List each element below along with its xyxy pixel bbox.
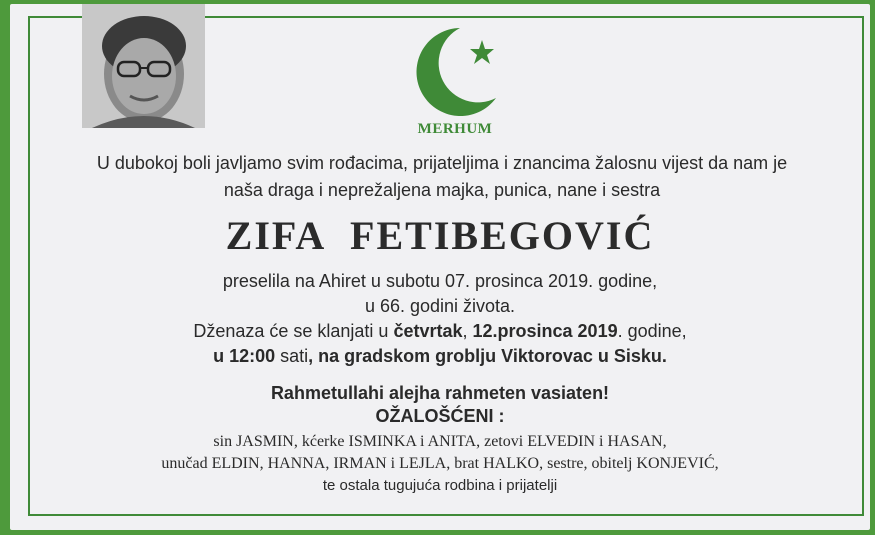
closing-block xyxy=(10,382,870,428)
time-rest: sati xyxy=(275,346,309,366)
intro-line-1: U dubokoj boli javljamo svim rođacima, prijateljima i znancima žalosnu vijest da nam je xyxy=(96,153,788,173)
age-line: u 66. godini života. xyxy=(364,296,516,316)
funeral-time: 12:00 xyxy=(229,346,276,366)
intro-line-2: naša draga i neprežaljena majka, punica, nane i sestra xyxy=(223,180,661,200)
deceased-photo xyxy=(82,4,205,128)
family-block xyxy=(10,431,870,497)
time-prefix: u xyxy=(213,346,230,366)
obituary-card xyxy=(10,4,870,530)
funeral-place: , na gradskom groblju Viktorovac u Sisku. xyxy=(308,346,667,366)
family-line-2: unučad ELDIN, HANNA, IRMAN i LEJLA, brat HALKO, sestre, obitelj KONJEVIĆ, xyxy=(161,455,719,472)
deceased-name: ZIFA FETIBEGOVIĆ xyxy=(225,213,655,258)
intro-text xyxy=(32,150,852,204)
merhum-label: MERHUM xyxy=(417,121,493,137)
crescent-star-icon xyxy=(412,24,502,124)
funeral-date: 12.prosinca 2019 xyxy=(472,321,618,341)
mourners-label: OŽALOŠĆENI : xyxy=(375,406,505,426)
family-line-3: te ostala tugujuća rodbina i prijatelji xyxy=(322,477,558,494)
death-date-line: preselila na Ahiret u subotu 07. prosinca 2019. godine, xyxy=(222,271,658,291)
funeral-prefix: Dženaza će se klanjati u xyxy=(193,321,394,341)
funeral-suffix: . godine, xyxy=(617,321,687,341)
funeral-line xyxy=(10,319,870,344)
funeral-day: četvrtak xyxy=(393,321,463,341)
details-block xyxy=(10,269,870,369)
funeral-time-place-line xyxy=(10,344,870,369)
family-line-1: sin JASMIN, kćerke ISMINKA i ANITA, zetovi ELVEDIN i HASAN, xyxy=(213,433,667,450)
prayer-line: Rahmetullahi alejha rahmeten vasiaten! xyxy=(270,383,610,403)
funeral-separator: , xyxy=(462,321,473,341)
